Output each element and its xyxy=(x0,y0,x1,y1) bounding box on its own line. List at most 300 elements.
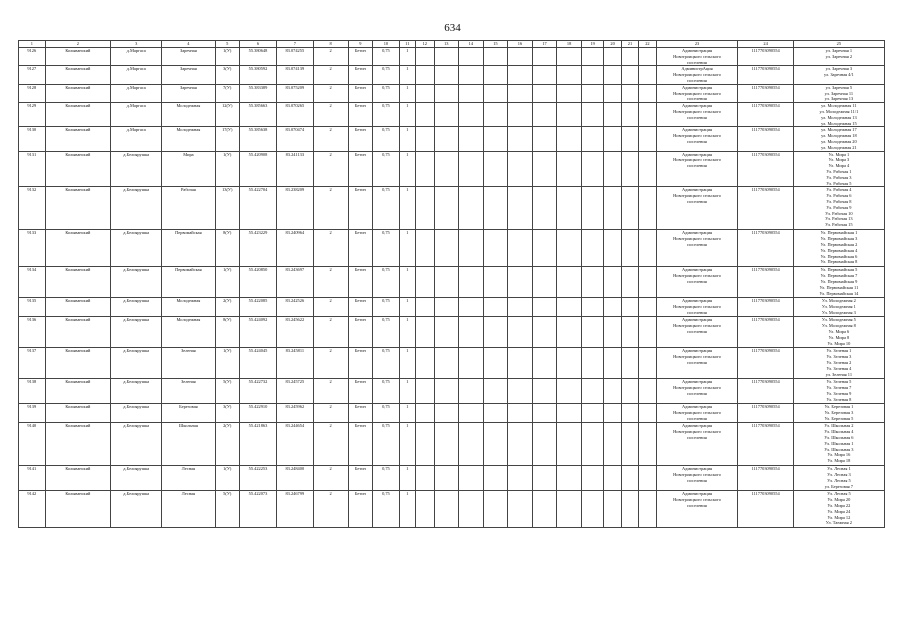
owner-line: Администрация xyxy=(682,298,713,304)
served-addresses-cell xyxy=(793,84,884,102)
column-number: 2 xyxy=(45,41,111,48)
owner-line: Администрация xyxy=(682,127,713,133)
served-addresses-cell xyxy=(793,491,884,528)
table-row xyxy=(19,127,885,151)
settlement-cell: д.Маргаса xyxy=(111,48,162,66)
table-row xyxy=(19,423,885,466)
served-addresses-cell xyxy=(793,187,884,230)
latitude-cell: 55.422704 xyxy=(240,187,277,230)
district-cell: Колыванский xyxy=(45,317,111,348)
empty-cell xyxy=(434,48,459,66)
column-8-cell: 2 xyxy=(313,379,348,404)
address-line: ул. Заречная 4/1 xyxy=(823,72,854,78)
latitude-cell: 55.380648 xyxy=(240,48,277,66)
empty-cell xyxy=(557,48,582,66)
empty-cell xyxy=(621,151,638,187)
material-cell: Бетон xyxy=(348,84,373,102)
owner-cell xyxy=(656,317,738,348)
empty-cell xyxy=(557,466,582,491)
district-cell: Колыванский xyxy=(45,66,111,84)
empty-cell xyxy=(434,348,459,379)
empty-cell xyxy=(639,423,656,466)
street-cell: Зеленая xyxy=(162,348,215,379)
empty-cell xyxy=(581,348,604,379)
address-line: Ул. Зеленая 7 xyxy=(826,385,852,391)
row-number: 9136 xyxy=(19,317,46,348)
longitude-cell: 83.240964 xyxy=(276,230,313,267)
empty-cell xyxy=(581,48,604,66)
table-row xyxy=(19,267,885,298)
table-row xyxy=(19,48,885,66)
empty-cell xyxy=(459,48,484,66)
served-addresses-cell xyxy=(793,317,884,348)
inn-cell: 1117703090554 xyxy=(738,423,793,466)
address-line: Ул. Молодежная 5 xyxy=(821,317,856,323)
row-number: 9132 xyxy=(19,187,46,230)
empty-cell xyxy=(508,491,533,528)
empty-cell xyxy=(532,379,557,404)
row-number: 9131 xyxy=(19,151,46,187)
house-cell: 5(У) xyxy=(215,491,240,528)
empty-cell xyxy=(581,127,604,151)
area-cell: 0,75 xyxy=(373,317,400,348)
empty-cell xyxy=(508,267,533,298)
empty-cell xyxy=(604,103,621,127)
latitude-cell: 55.422085 xyxy=(240,298,277,317)
empty-cell xyxy=(483,379,508,404)
empty-cell xyxy=(508,423,533,466)
longitude-cell: 83.245725 xyxy=(276,379,313,404)
empty-cell xyxy=(604,127,621,151)
empty-cell xyxy=(483,66,508,84)
empty-cell xyxy=(557,187,582,230)
owner-line: Новотроицкого сельского xyxy=(673,193,721,199)
empty-cell xyxy=(483,348,508,379)
material-cell: Бетон xyxy=(348,127,373,151)
address-line: ул. Молодежная 21 xyxy=(821,144,857,150)
empty-cell xyxy=(639,348,656,379)
empty-cell xyxy=(416,84,434,102)
empty-cell xyxy=(639,103,656,127)
empty-cell xyxy=(508,127,533,151)
column-number: 7 xyxy=(276,41,313,48)
empty-cell xyxy=(483,187,508,230)
address-line: ул. Молодежная 20 xyxy=(821,138,857,144)
empty-cell xyxy=(532,298,557,317)
empty-cell xyxy=(581,298,604,317)
empty-cell xyxy=(508,298,533,317)
table-row xyxy=(19,348,885,379)
owner-cell xyxy=(656,66,738,84)
table-row xyxy=(19,466,885,491)
area-cell: 0,75 xyxy=(373,404,400,423)
address-line: Ул. Мира 22 xyxy=(827,502,851,508)
column-number: 9 xyxy=(348,41,373,48)
owner-cell xyxy=(656,48,738,66)
owner-line: поселения xyxy=(687,163,707,169)
served-addresses-cell xyxy=(793,48,884,66)
district-cell: Колыванский xyxy=(45,267,111,298)
served-addresses-cell xyxy=(793,298,884,317)
empty-cell xyxy=(581,230,604,267)
empty-cell xyxy=(604,379,621,404)
empty-cell xyxy=(604,66,621,84)
column-number-row xyxy=(19,41,885,48)
owner-cell xyxy=(656,187,738,230)
empty-cell xyxy=(416,348,434,379)
address-line: Ул. Зеленая 4 xyxy=(826,365,852,371)
empty-cell xyxy=(459,267,484,298)
longitude-cell: 83.244654 xyxy=(276,423,313,466)
empty-cell xyxy=(483,84,508,102)
address-line: Ул. Мира 1 xyxy=(828,151,850,157)
longitude-cell: 83.245622 xyxy=(276,317,313,348)
served-addresses-cell xyxy=(793,267,884,298)
empty-cell xyxy=(621,348,638,379)
area-cell: 0,75 xyxy=(373,66,400,84)
empty-cell xyxy=(639,127,656,151)
row-number: 9133 xyxy=(19,230,46,267)
area-cell: 0,75 xyxy=(373,379,400,404)
empty-cell xyxy=(621,404,638,423)
house-cell: 1(У) xyxy=(215,48,240,66)
empty-cell xyxy=(621,491,638,528)
settlement-cell: д.Белоярушка xyxy=(111,267,162,298)
address-line: Ул. Рабочая 3 xyxy=(826,174,852,180)
empty-cell xyxy=(639,317,656,348)
area-cell: 0,75 xyxy=(373,466,400,491)
longitude-cell: 83.070474 xyxy=(276,127,313,151)
material-cell: Бетон xyxy=(348,187,373,230)
empty-cell xyxy=(459,151,484,187)
material-cell: Бетон xyxy=(348,379,373,404)
address-line: ул. Молодежная 18 xyxy=(821,133,857,139)
owner-line: поселения xyxy=(687,138,707,144)
empty-cell xyxy=(416,103,434,127)
empty-cell xyxy=(557,423,582,466)
material-cell: Бетон xyxy=(348,491,373,528)
owner-line: Новотроицкого сельского xyxy=(673,90,721,96)
district-cell: Колыванский xyxy=(45,348,111,379)
empty-cell xyxy=(532,348,557,379)
address-line: Ул. Рабочая 1 xyxy=(826,168,852,174)
address-line: Ул. Первомайская 2 xyxy=(820,241,858,247)
owner-line: Администрация xyxy=(682,491,713,497)
empty-cell xyxy=(604,267,621,298)
empty-cell xyxy=(434,298,459,317)
material-cell: Бетон xyxy=(348,404,373,423)
street-cell: Рабочая xyxy=(162,187,215,230)
empty-cell xyxy=(416,379,434,404)
house-cell: 5(У) xyxy=(215,379,240,404)
owner-line: Новотроицкого сельского xyxy=(673,497,721,503)
empty-cell xyxy=(604,230,621,267)
street-cell: Молодежная xyxy=(162,317,215,348)
row-number: 9126 xyxy=(19,48,46,66)
address-line: Ул. Мира 3 xyxy=(828,157,850,163)
empty-cell xyxy=(434,230,459,267)
empty-cell xyxy=(581,379,604,404)
row-number: 9138 xyxy=(19,379,46,404)
column-number: 25 xyxy=(793,41,884,48)
column-number: 6 xyxy=(240,41,277,48)
latitude-cell: 55.424092 xyxy=(240,317,277,348)
address-line: Ул. Первомайская 3 xyxy=(820,236,858,242)
empty-cell xyxy=(604,84,621,102)
empty-cell xyxy=(459,103,484,127)
column-number: 8 xyxy=(313,41,348,48)
container-count-cell: 1 xyxy=(399,379,415,404)
empty-cell xyxy=(557,404,582,423)
street-cell: Березовая xyxy=(162,404,215,423)
address-line: Ул. Школьная 6 xyxy=(824,434,854,440)
latitude-cell: 55.385638 xyxy=(240,127,277,151)
page-number: 634 xyxy=(444,22,461,34)
owner-line: Администрация xyxy=(682,151,713,157)
empty-cell xyxy=(557,230,582,267)
material-cell: Бетон xyxy=(348,267,373,298)
address-line: Ул. Рабочая 10 xyxy=(825,210,853,216)
street-cell: Первомайская xyxy=(162,267,215,298)
column-number: 22 xyxy=(639,41,656,48)
empty-cell xyxy=(532,466,557,491)
address-line: Ул. Первомайская 4 xyxy=(820,247,858,253)
empty-cell xyxy=(459,317,484,348)
empty-cell xyxy=(639,466,656,491)
empty-cell xyxy=(532,84,557,102)
address-line: ул. Зеленая 11 xyxy=(825,371,853,377)
empty-cell xyxy=(434,491,459,528)
empty-cell xyxy=(621,298,638,317)
address-line: Ул. Зеленая 2 xyxy=(826,359,852,365)
table-row xyxy=(19,379,885,404)
container-count-cell: 1 xyxy=(399,298,415,317)
container-count-cell: 1 xyxy=(399,491,415,528)
owner-line: поселения xyxy=(687,59,707,65)
area-cell: 0,75 xyxy=(373,48,400,66)
empty-cell xyxy=(532,230,557,267)
column-8-cell: 2 xyxy=(313,267,348,298)
empty-cell xyxy=(434,151,459,187)
address-line: Ул. Зеленая 9 xyxy=(826,390,852,396)
empty-cell xyxy=(581,187,604,230)
owner-line: поселения xyxy=(687,77,707,83)
owner-line: Администрация xyxy=(682,48,713,53)
table-row xyxy=(19,317,885,348)
owner-line: поселения xyxy=(687,502,707,508)
address-line: ул. Молодежная 11 xyxy=(821,103,857,109)
column-number: 18 xyxy=(557,41,582,48)
address-line: Ул. Первомайская 6 xyxy=(820,253,858,259)
owner-line: поселения xyxy=(687,114,707,120)
empty-cell xyxy=(434,103,459,127)
area-cell: 0,75 xyxy=(373,127,400,151)
table-row xyxy=(19,230,885,267)
empty-cell xyxy=(557,379,582,404)
owner-line: Новотроицкого сельского xyxy=(673,472,721,478)
empty-cell xyxy=(557,103,582,127)
empty-cell xyxy=(459,466,484,491)
empty-cell xyxy=(434,466,459,491)
empty-cell xyxy=(581,404,604,423)
empty-cell xyxy=(416,317,434,348)
owner-cell xyxy=(656,423,738,466)
column-8-cell: 2 xyxy=(313,298,348,317)
container-count-cell: 1 xyxy=(399,466,415,491)
served-addresses-cell xyxy=(793,423,884,466)
address-line: Ул. Мира 18 xyxy=(827,458,851,464)
empty-cell xyxy=(639,151,656,187)
area-cell: 0,75 xyxy=(373,348,400,379)
served-addresses-cell xyxy=(793,103,884,127)
owner-cell xyxy=(656,404,738,423)
empty-cell xyxy=(434,317,459,348)
column-number: 13 xyxy=(434,41,459,48)
house-cell: 7(У) xyxy=(215,84,240,102)
empty-cell xyxy=(416,423,434,466)
owner-line: поселения xyxy=(687,198,707,204)
address-line: Ул. Первомайская 11 xyxy=(819,284,859,290)
empty-cell xyxy=(508,404,533,423)
empty-cell xyxy=(483,48,508,66)
address-line: Ул. Березовая 1 xyxy=(824,404,854,410)
empty-cell xyxy=(557,66,582,84)
row-number: 9127 xyxy=(19,66,46,84)
latitude-cell: 55.422253 xyxy=(240,466,277,491)
material-cell: Бетон xyxy=(348,48,373,66)
inn-cell: 1117703090554 xyxy=(738,48,793,66)
address-line: Ул. Школьная 4 xyxy=(824,429,854,435)
owner-line: Администрация xyxy=(682,404,713,410)
owner-cell xyxy=(656,348,738,379)
settlement-cell: д.Белоярушка xyxy=(111,348,162,379)
settlement-cell: д.Маргаса xyxy=(111,66,162,84)
house-cell: 1(У) xyxy=(215,348,240,379)
owner-line: Новотроицкого сельского xyxy=(673,323,721,329)
empty-cell xyxy=(483,404,508,423)
column-number: 5 xyxy=(215,41,240,48)
owner-line: Администрация xyxy=(682,423,713,429)
empty-cell xyxy=(532,127,557,151)
owner-cell xyxy=(656,230,738,267)
empty-cell xyxy=(621,379,638,404)
district-cell: Колыванский xyxy=(45,151,111,187)
empty-cell xyxy=(508,317,533,348)
column-number: 15 xyxy=(483,41,508,48)
latitude-cell: 55.385663 xyxy=(240,103,277,127)
address-line: Ул. Зеленая 8 xyxy=(826,396,852,402)
column-8-cell: 2 xyxy=(313,187,348,230)
owner-cell xyxy=(656,379,738,404)
empty-cell xyxy=(508,151,533,187)
container-site-registry-table xyxy=(18,40,885,528)
row-number: 9137 xyxy=(19,348,46,379)
table-row xyxy=(19,404,885,423)
column-number: 4 xyxy=(162,41,215,48)
empty-cell xyxy=(416,298,434,317)
owner-line: поселения xyxy=(687,477,707,483)
empty-cell xyxy=(581,267,604,298)
longitude-cell: 83.070265 xyxy=(276,103,313,127)
container-count-cell: 1 xyxy=(399,348,415,379)
empty-cell xyxy=(459,404,484,423)
served-addresses-cell xyxy=(793,230,884,267)
latitude-cell: 55.380592 xyxy=(240,66,277,84)
settlement-cell: д.Маргаса xyxy=(111,84,162,102)
empty-cell xyxy=(639,187,656,230)
house-cell: 8(У) xyxy=(215,230,240,267)
longitude-cell: 83.074139 xyxy=(276,66,313,84)
column-8-cell: 2 xyxy=(313,466,348,491)
longitude-cell: 83.246799 xyxy=(276,491,313,528)
row-number: 9140 xyxy=(19,423,46,466)
latitude-cell: 55.422073 xyxy=(240,491,277,528)
empty-cell xyxy=(532,423,557,466)
latitude-cell: 55.424045 xyxy=(240,348,277,379)
container-count-cell: 1 xyxy=(399,404,415,423)
address-line: ул. Заречная 11 xyxy=(824,90,854,96)
empty-cell xyxy=(532,404,557,423)
column-number: 1 xyxy=(19,41,46,48)
table-row xyxy=(19,298,885,317)
area-cell: 0,75 xyxy=(373,103,400,127)
owner-line: Новотроицкого сельского xyxy=(673,385,721,391)
empty-cell xyxy=(459,187,484,230)
row-number: 9129 xyxy=(19,103,46,127)
address-line: ул. Заречная 2 xyxy=(825,53,853,59)
address-line: Ул. Первомайская 1 xyxy=(820,230,858,236)
empty-cell xyxy=(621,84,638,102)
column-number: 10 xyxy=(373,41,400,48)
inn-cell: 1117703090554 xyxy=(738,491,793,528)
container-count-cell: 1 xyxy=(399,103,415,127)
settlement-cell: д.Белоярушка xyxy=(111,298,162,317)
empty-cell xyxy=(581,151,604,187)
served-addresses-cell xyxy=(793,66,884,84)
address-line: Ул. Лесная 1 xyxy=(827,466,851,472)
empty-cell xyxy=(508,84,533,102)
empty-cell xyxy=(639,48,656,66)
row-number: 9135 xyxy=(19,298,46,317)
house-cell: 1(У) xyxy=(215,267,240,298)
empty-cell xyxy=(604,466,621,491)
address-line: ул. Молодежная 17 xyxy=(821,127,857,133)
settlement-cell: д.Белоярушка xyxy=(111,404,162,423)
column-8-cell: 2 xyxy=(313,151,348,187)
material-cell: Бетон xyxy=(348,151,373,187)
owner-line: Администрация xyxy=(682,230,713,236)
address-line: Ул. Школьная 3 xyxy=(824,446,854,452)
column-number: 11 xyxy=(399,41,415,48)
container-count-cell: 1 xyxy=(399,187,415,230)
street-cell: Лесная xyxy=(162,466,215,491)
owner-cell xyxy=(656,127,738,151)
empty-cell xyxy=(459,66,484,84)
empty-cell xyxy=(532,317,557,348)
owner-line: АдминистрАция xyxy=(681,66,713,72)
owner-line: Администрация xyxy=(682,187,713,193)
settlement-cell: д.Белоярушка xyxy=(111,423,162,466)
district-cell: Колыванский xyxy=(45,48,111,66)
container-count-cell: 1 xyxy=(399,151,415,187)
address-line: Ул. Мира 24 xyxy=(827,508,851,514)
address-line: Ул. Мира 12 xyxy=(827,514,851,520)
street-cell: Молодежная xyxy=(162,298,215,317)
inn-cell: 1117703090554 xyxy=(738,348,793,379)
empty-cell xyxy=(434,187,459,230)
served-addresses-cell xyxy=(793,348,884,379)
address-line: Ул. Молодежная 3 xyxy=(821,309,856,315)
